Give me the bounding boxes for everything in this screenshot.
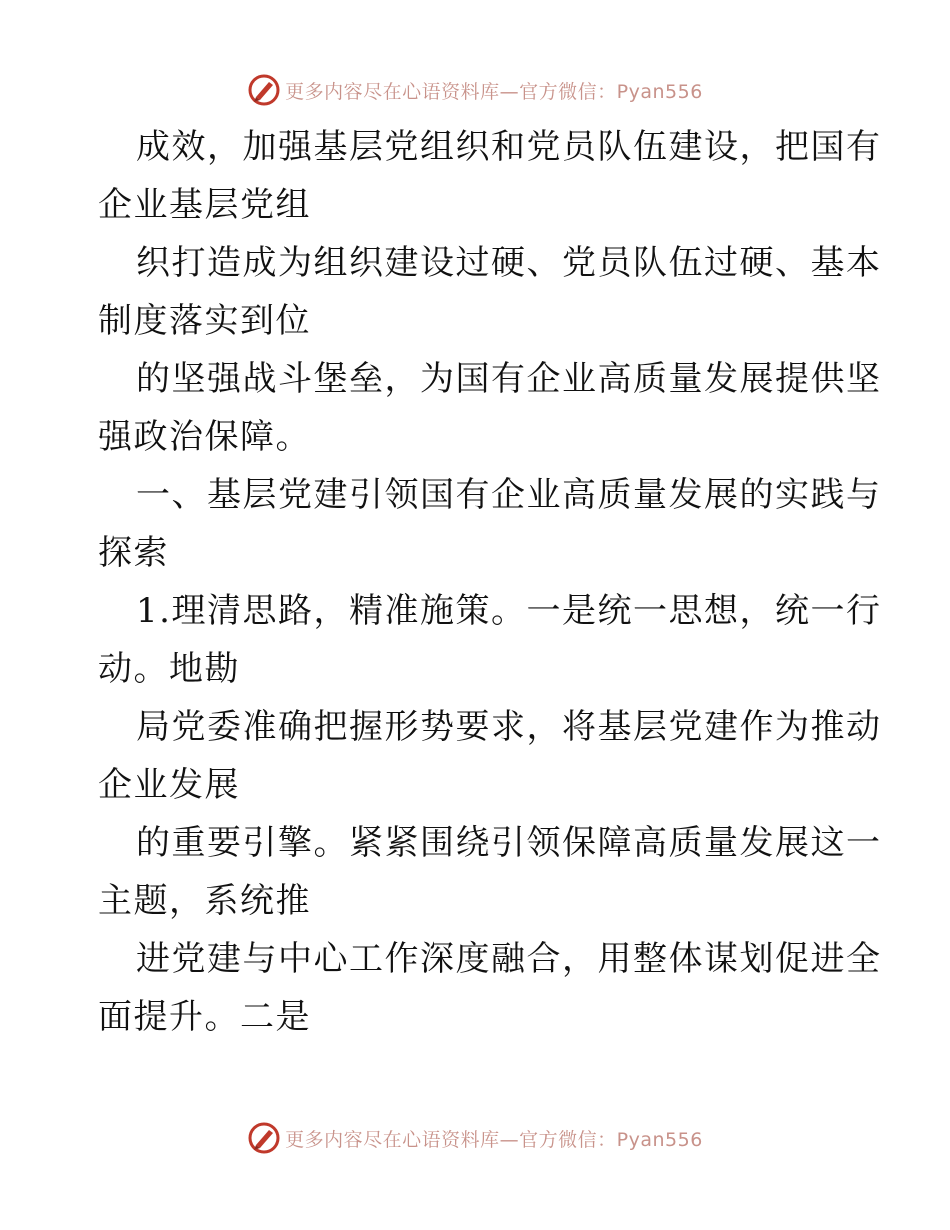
- header-banner: [0, 70, 950, 110]
- text-line: 成效，加强基层党组织和党员队伍建设，把国有: [136, 127, 882, 167]
- text-line: 企业发展: [98, 765, 240, 805]
- text-line: 1.理清思路，精准施策。一是统一思想，统一行: [136, 591, 882, 631]
- text-line: 一、基层党建引领国有企业高质量发展的实践与: [136, 475, 882, 515]
- text-line: 制度落实到位: [98, 301, 311, 341]
- document-body: [98, 118, 882, 1046]
- pen-circle-logo-icon: [247, 1121, 281, 1155]
- text-line: 的坚强战斗堡垒，为国有企业高质量发展提供坚: [136, 359, 882, 399]
- text-line: 面提升。二是: [98, 997, 311, 1037]
- text-line: 探索: [98, 533, 169, 573]
- footer-banner-text: 更多内容尽在心语资料库—官方微信：Pyan556: [285, 1128, 703, 1151]
- text-line: 的重要引擎。紧紧围绕引领保障高质量发展这一: [136, 823, 882, 863]
- text-line: 局党委准确把握形势要求，将基层党建作为推动: [136, 707, 882, 747]
- text-line: 进党建与中心工作深度融合，用整体谋划促进全: [136, 939, 882, 979]
- pen-circle-logo-icon: [247, 73, 281, 107]
- text-line: 织打造成为组织建设过硬、党员队伍过硬、基本: [136, 243, 882, 283]
- text-line: 动。地勘: [98, 649, 240, 689]
- text-line: 强政治保障。: [98, 417, 311, 457]
- footer-banner: [0, 1118, 950, 1158]
- text-line: 主题，系统推: [98, 881, 311, 921]
- header-banner-text: 更多内容尽在心语资料库—官方微信：Pyan556: [285, 80, 703, 103]
- text-line: 企业基层党组: [98, 185, 311, 225]
